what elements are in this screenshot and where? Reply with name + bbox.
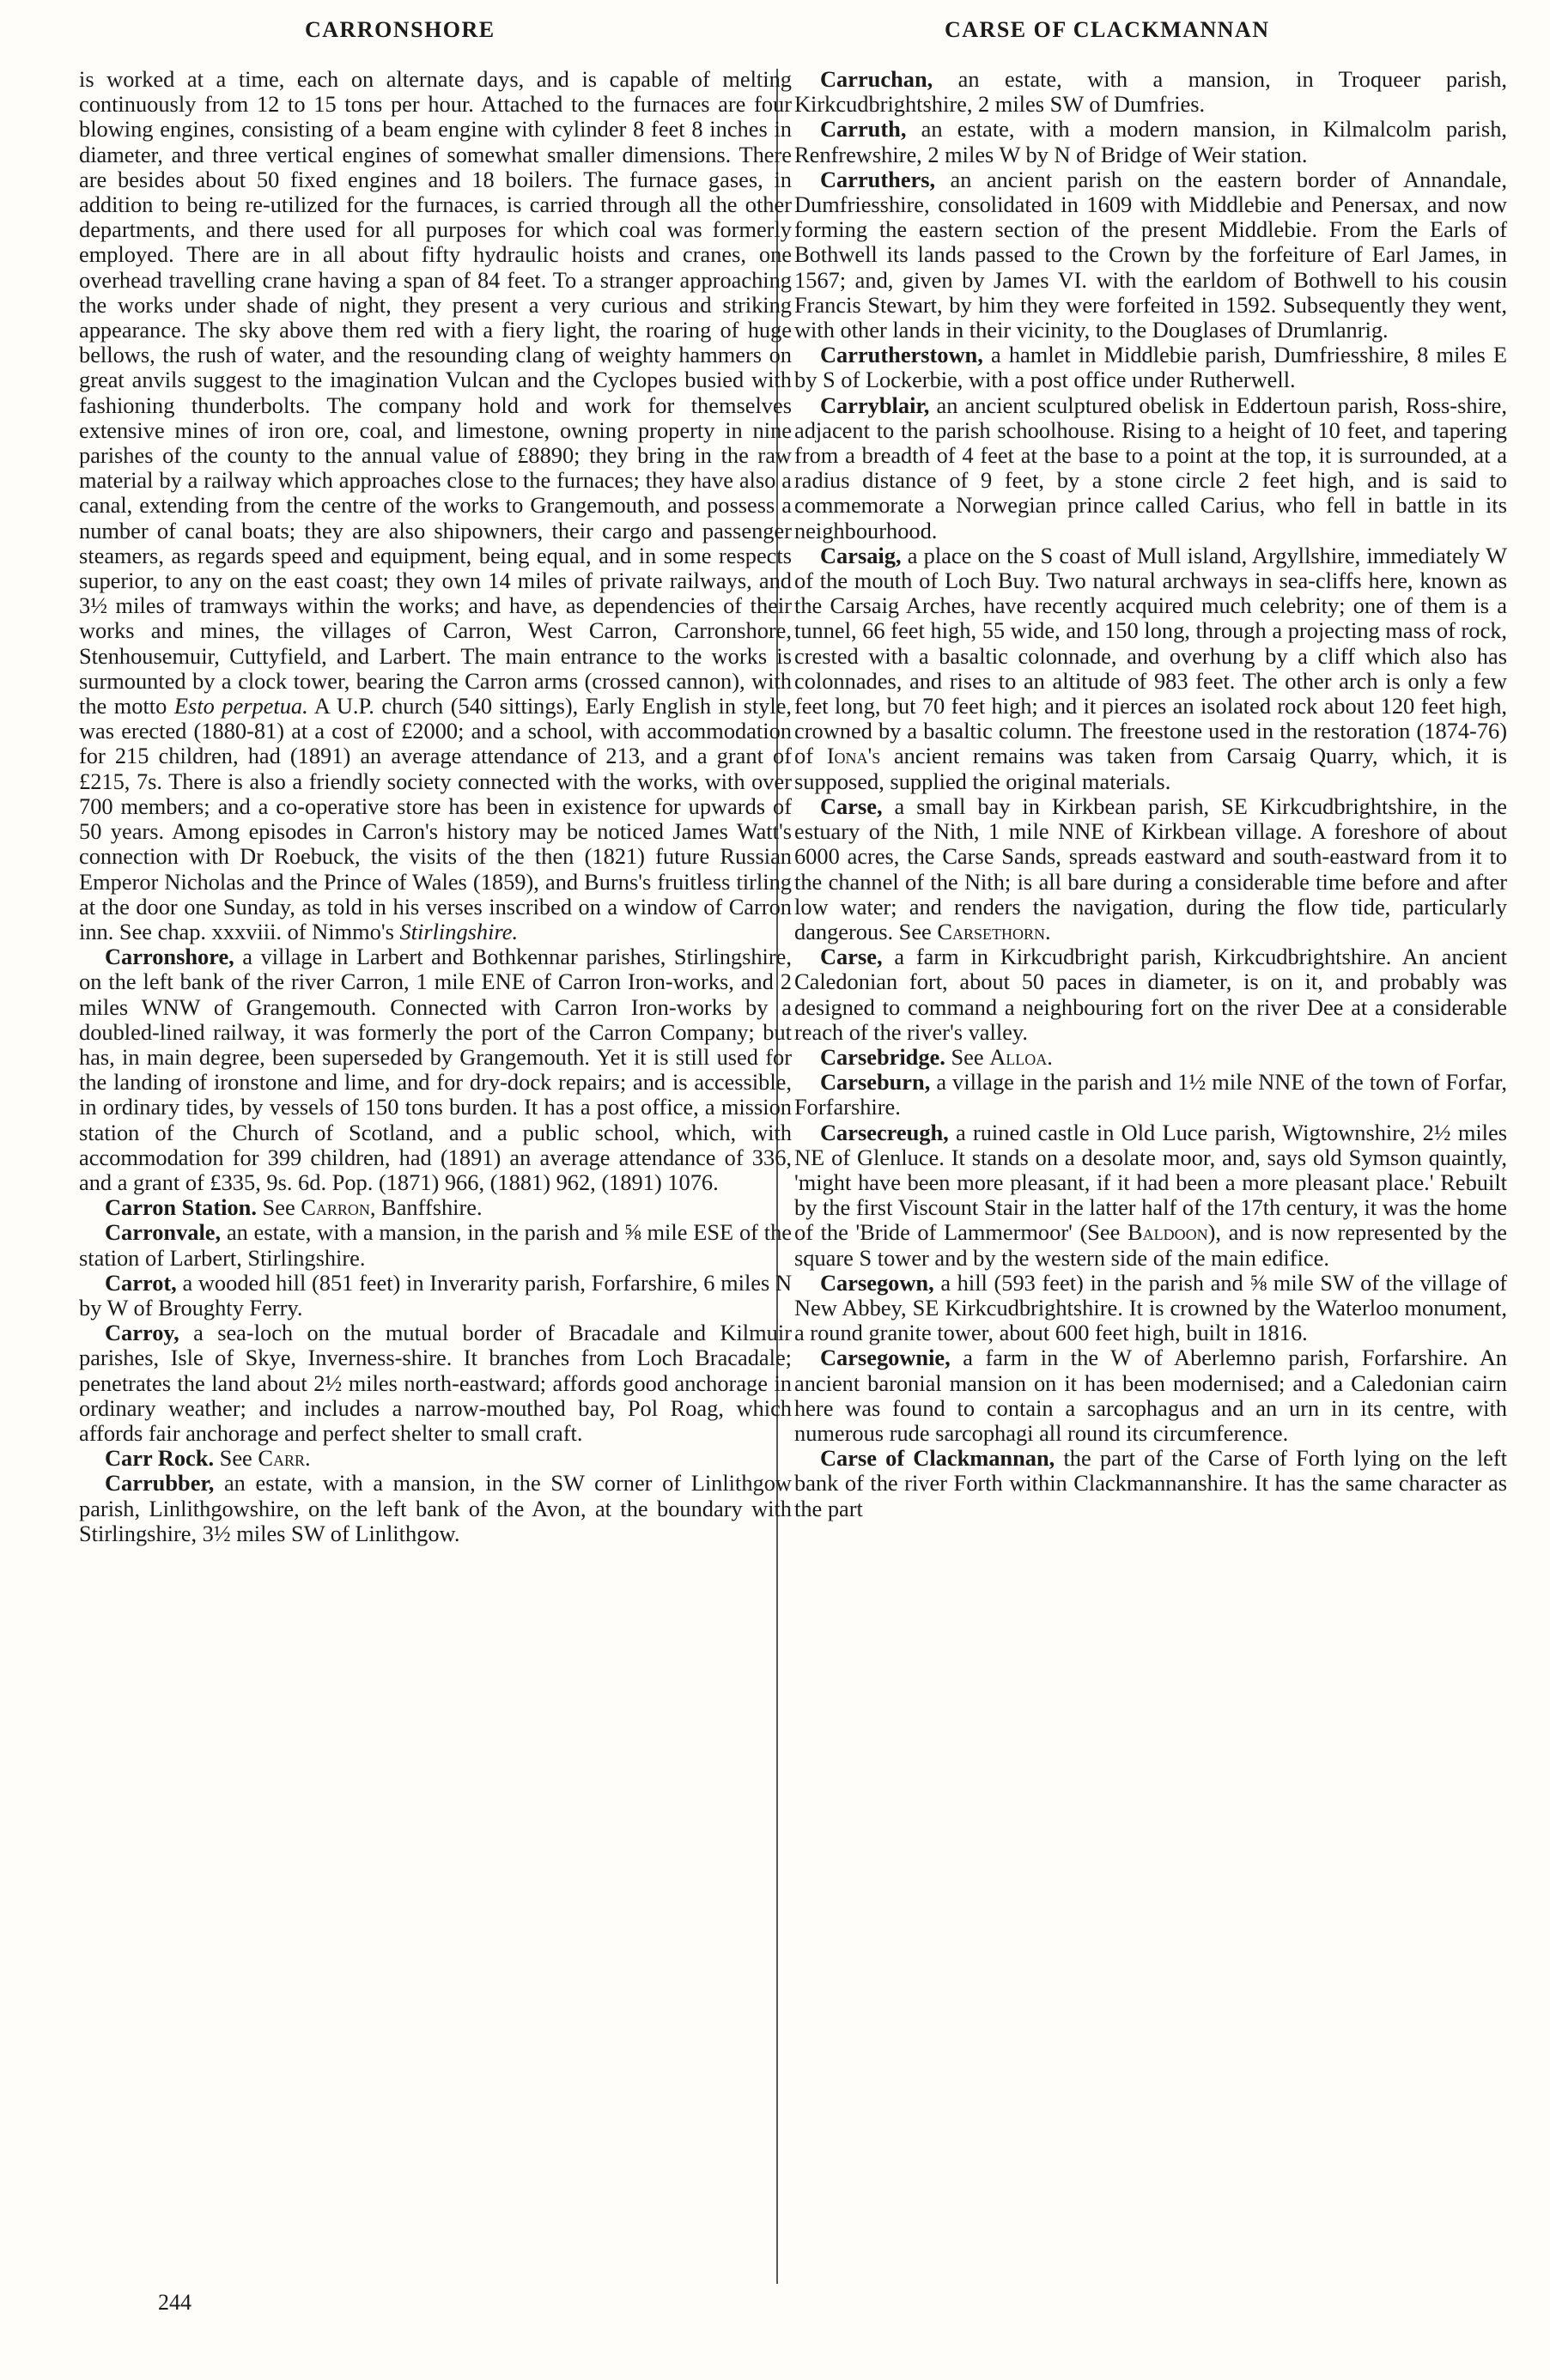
- entry-text: the part of the Carse of Forth lying on the left bank of the river Forth within Clackmannanshire. It has the same character as the part: [794, 1445, 1507, 1521]
- entry-text: an estate, with a mansion, in the parish and ⅝ mile ESE of the station of Larbert, Stirlingshire.: [79, 1219, 792, 1271]
- entry-text: an ancient sculptured obelisk in Eddertoun parish, Ross-shire, adjacent to the parish schoolhouse. Rising to a height of 10 feet, and tapering from a breadth of 4 feet at the base to a point at the top, it is surrounded, at a radius distance of 9 feet, by a stone circle 2 feet high, and is said to commemorate a Norwegian prince called Carius, who fell in battle in its neighbourhood.: [794, 392, 1507, 543]
- entry-headword: Carroy,: [105, 1320, 179, 1346]
- entry-text: a farm in Kirkcudbright parish, Kirkcudbrightshire. An ancient Caledonian fort, about 50 paces in diameter, is on it, and probably was designed to command a neighbouring fort on the river Dee at a considerable reach of the river's valley.: [794, 944, 1507, 1045]
- entry-text: See: [262, 1194, 295, 1221]
- entry: [794, 1345, 1507, 1446]
- entry: [79, 1195, 792, 1220]
- entry: [794, 1446, 1507, 1521]
- entry-headword: Carryblair,: [820, 392, 930, 418]
- entry: [79, 1271, 792, 1321]
- entry-headword: Carronvale,: [105, 1219, 222, 1246]
- entry: [79, 1446, 792, 1471]
- cross-reference: Baldoon: [1127, 1219, 1208, 1246]
- entry-headword: Carrot,: [105, 1269, 177, 1296]
- entry-text: a ruined castle in Old Luce parish, Wigtownshire, 2½ miles NE of Glenluce. It stands on a desolate moor, and, says old Symson quaintly, 'might have been more pleasant, if it had been a more pleasant place.' Rebuilt by the first Viscount Stair in the latter half of the 17th century, it was the home of the 'Bride of Lammermoor' (See: [794, 1119, 1507, 1246]
- entry: [79, 944, 792, 1195]
- entry-text: a village in the parish and 1½ mile NNE of the town of Forfar, Forfarshire.: [794, 1069, 1507, 1120]
- entry-headword: Carruchan,: [820, 66, 933, 92]
- entry-headword: Carse,: [820, 944, 883, 970]
- entry-headword: Carse,: [820, 792, 883, 819]
- entry-headword: Carse of Clackmannan,: [820, 1445, 1055, 1472]
- entry-headword: Carsegown,: [820, 1269, 934, 1296]
- entry-text: a hamlet in Middlebie parish, Dumfriesshire, 8 miles E by S of Lockerbie, with a post office under Rutherwell.: [794, 342, 1507, 393]
- cross-reference: Iona's: [826, 743, 881, 769]
- entry: [79, 1471, 792, 1546]
- entry-text: an estate, with a modern mansion, in Kilmalcolm parish, Renfrewshire, 2 miles W by N of Bridge of Weir station.: [794, 116, 1507, 167]
- entry-text: Banffshire.: [381, 1194, 483, 1221]
- entry: [794, 167, 1507, 343]
- entry: [794, 1045, 1507, 1070]
- left-column: [79, 67, 792, 1546]
- entry: [794, 1120, 1507, 1271]
- entry-text: See: [219, 1445, 252, 1472]
- entry: [794, 944, 1507, 1045]
- entry-text: a small bay in Kirkbean parish, SE Kirkcudbrightshire, in the estuary of the Nith, 1 mile NNE of Kirkbean village. A foreshore of about 6000 acres, the Carse Sands, spreads eastward and south-eastward from it to the channel of the Nith; is all bare during a considerable time before and after low water; and renders the navigation, during the flow tide, particularly dangerous. See: [794, 792, 1507, 944]
- entry: [794, 67, 1507, 117]
- entry-text: ), and is now represented by the square S tower and by the western side of the main edifice.: [794, 1219, 1507, 1271]
- entry-text: a hill (593 feet) in the parish and ⅝ mile SW of the village of New Abbey, SE Kirkcudbrightshire. It is crowned by the Waterloo monument, a round granite tower, about 600 feet high, built in 1816.: [794, 1269, 1507, 1346]
- entry-headword: Carronshore,: [105, 944, 234, 970]
- entry-headword: Carseburn,: [820, 1069, 931, 1096]
- entry: [794, 393, 1507, 543]
- motto: Esto perpetua.: [173, 693, 308, 719]
- entry-text: See: [951, 1043, 984, 1070]
- entry-text: A U.P. church (540 sittings), Early English in style, was erected (1880-81) at a cost of £2000; and a school, with accommodation for 215 children, had (1891) an average attendance of 213, and a grant of £215, 7s. There is also a friendly society connected with the works, with over 700 members; and a co-operative store has been in existence for upwards of 50 years. Among episodes in Carron's history may be noticed James Watt's connection with Dr Roebuck, the visits of the then (1821) future Russian Emperor Nicholas and the Prince of Wales (1859), and Burns's fruitless tirling at the door one Sunday, as told in his verses inscribed on a window of Carron inn. See chap. xxxviii. of Nimmo's: [79, 693, 793, 944]
- entry: [794, 1070, 1507, 1120]
- entry-headword: Carruth,: [820, 116, 907, 143]
- entry-headword: Carron Station.: [105, 1194, 257, 1221]
- entry-text: is worked at a time, each on alternate days, and is capable of melting continuously from 12 to 15 tons per hour. Attached to the furnaces are four blowing engines, consisting of a beam engine with cylinder 8 feet 8 inches in diameter, and three vertical engines of somewhat smaller dimensions. There are besides about 50 fixed engines and 18 boilers. The furnace gases, in addition to being re-utilized for the furnaces, is carried through all the other departments, and there used for all purposes for which coal was formerly employed. There are in all about fifty hydraulic hoists and cranes, one overhead travelling crane having a span of 84 feet. To a stranger approaching the works under shade of night, they present a very curious and striking appearance. The sky above them red with a fiery light, the roaring of huge bellows, the rush of water, and the resounding clang of weighty hammers on great anvils suggest to the imagination Vulcan and the Cyclopes busied with fashioning thunderbolts. The company hold and work for themselves extensive mines of iron ore, coal, and limestone, owning property in nine parishes of the county to the annual value of £8890; they bring in the raw material by a railway which approaches close to the furnaces; they have also a canal, extending from the centre of the works to Grangemouth, and possess a number of canal boats; they are also shipowners, their cargo and passenger steamers, as regards speed and equipment, being equal, and in some respects superior, to any on the east coast; they own 14 miles of private railways, and 3½ miles of tramways within the works; and have, as dependencies of their works and mines, the villages of Carron, West Carron, Carronshore, Stenhousemuir, Cuttyfield, and Larbert. The main entrance to the works is surmounted by a clock tower, bearing the Carron arms (crossed cannon), with the motto: [79, 66, 792, 719]
- entry-text: an estate, with a mansion, in the SW corner of Linlithgow parish, Linlithgowshire, on the left bank of the Avon, at the boundary with Stirlingshire, 3½ miles SW of Linlithgow.: [79, 1470, 792, 1546]
- entry: [794, 343, 1507, 392]
- cross-reference: Alloa.: [989, 1043, 1053, 1070]
- entry: [794, 117, 1507, 167]
- entry: [79, 1220, 792, 1270]
- entry-headword: Carrutherstown,: [820, 342, 983, 368]
- entry: [794, 794, 1507, 944]
- entry-continuation: [79, 67, 792, 944]
- running-head-right: CARSE OF CLACKMANNAN: [945, 17, 1270, 42]
- entry-text: a place on the S coast of Mull island, Argyllshire, immediately W of the mouth of Loch Buy. Two natural archways in sea-cliffs here, known as the Carsaig Arches, have recently acquired much celebrity; one of them is a tunnel, 66 feet high, 55 wide, and 150 long, through a projecting mass of rock, crested with a basaltic colonnade, and overhung by a cliff which also has colonnades, and rises to an altitude of 983 feet. The other arch is only a few feet long, but 70 feet high; and it pierces an isolated rock about 120 feet high, crowned by a basaltic column. The freestone used in the restoration (1874-76) of: [794, 542, 1507, 769]
- cross-reference: Carron,: [301, 1194, 376, 1221]
- cross-reference: Carr.: [258, 1445, 311, 1472]
- entry: [79, 1321, 792, 1446]
- entry: [794, 543, 1507, 794]
- running-head-left: CARRONSHORE: [305, 17, 495, 42]
- entry: [794, 1271, 1507, 1346]
- entry-headword: Carsebridge.: [820, 1043, 945, 1070]
- entry-text: a farm in the W of Aberlemno parish, Forfarshire. An ancient baronial mansion on it has been modernised; and a Caledonian cairn here was found to contain a sarcophagus and an urn in its centre, with numerous rude sarcophagi all round its circumference.: [794, 1345, 1507, 1446]
- entry-text: a sea-loch on the mutual border of Bracadale and Kilmuir parishes, Isle of Skye, Inverness-shire. It branches from Loch Bracadale; penetrates the land about 2½ miles north-eastward; affords good anchorage in ordinary weather; and includes a narrow-mouthed bay, Pol Roag, which affords fair anchorage and perfect shelter to small craft.: [79, 1320, 792, 1446]
- cross-reference: Carsethorn.: [937, 918, 1051, 944]
- entry-headword: Carsegownie,: [820, 1345, 951, 1371]
- entry-text: an estate, with a mansion, in Troqueer parish, Kirkcudbrightshire, 2 miles SW of Dumfries.: [794, 66, 1507, 118]
- entry-headword: Carsaig,: [820, 542, 902, 568]
- entry-headword: Carr Rock.: [105, 1445, 215, 1472]
- entry-text: a wooded hill (851 feet) in Inverarity parish, Forfarshire, 6 miles N by W of Broughty Ferry.: [79, 1269, 792, 1321]
- page-number: 244: [158, 2290, 191, 2315]
- book-title: Stirlingshire.: [399, 918, 519, 944]
- entry-text: a village in Larbert and Bothkennar parishes, Stirlingshire, on the left bank of the river Carron, 1 mile ENE of Carron Iron-works, and 2 miles WNW of Grangemouth. Connected with Carron Iron-works by a doubled-lined railway, it was formerly the port of the Carron Company; but has, in main degree, been superseded by Grangemouth. Yet it is still used for the landing of ironstone and lime, and for dry-dock repairs; and is accessible, in ordinary tides, by vessels of 150 tons burden. It has a post office, a mission station of the Church of Scotland, and a public school, which, with accommodation for 399 children, had (1891) an average attendance of 336, and a grant of £335, 9s. 6d. Pop. (1871) 966, (1881) 962, (1891) 1076.: [79, 944, 792, 1195]
- entry-headword: Carsecreugh,: [820, 1119, 949, 1145]
- entry-text: ancient remains was taken from Carsaig Quarry, which, it is supposed, supplied the original materials.: [794, 743, 1507, 794]
- right-column: [794, 67, 1507, 1521]
- entry-headword: Carruthers,: [820, 166, 936, 192]
- entry-headword: Carrubber,: [105, 1470, 215, 1497]
- entry-text: an ancient parish on the eastern border of Annandale, Dumfriesshire, consolidated in 1609 with Middlebie and Penersax, and now forming the eastern section of the present Middlebie. From the Earls of Bothwell its lands passed to the Crown by the forfeiture of Earl James, in 1567; and, given by James VI. with the earldom of Bothwell to his cousin Francis Stewart, by him they were forfeited in 1592. Subsequently they went, with other lands in their vicinity, to the Douglases of Drumlanrig.: [794, 166, 1507, 343]
